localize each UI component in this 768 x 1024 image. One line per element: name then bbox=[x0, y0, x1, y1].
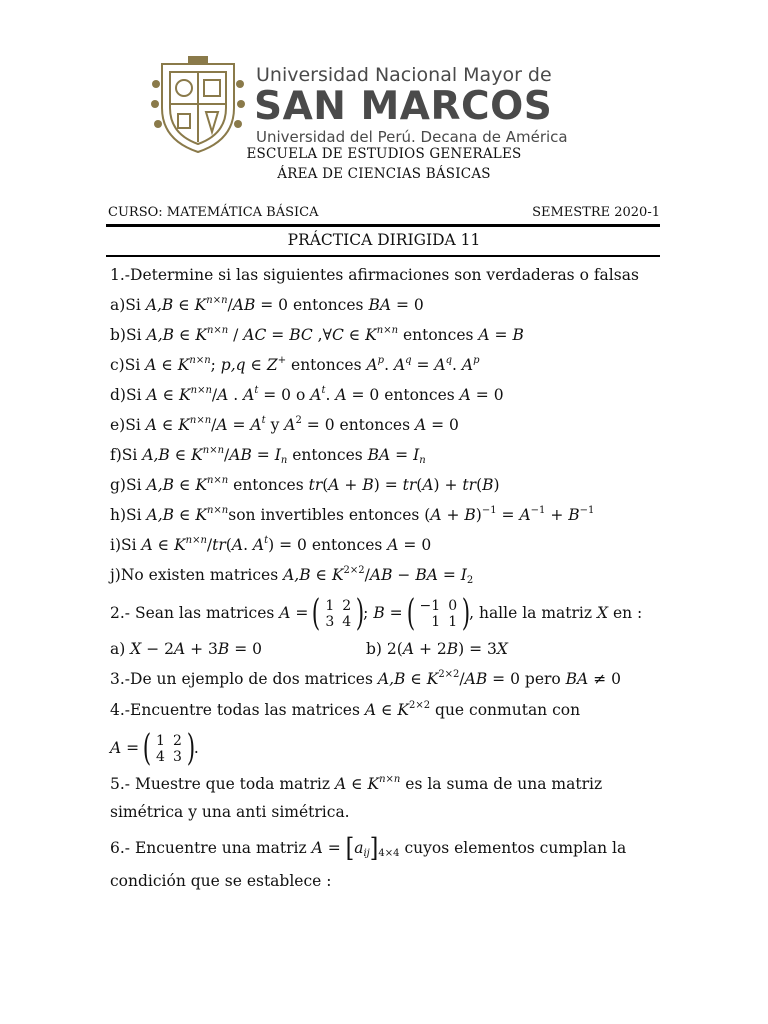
question-3: 3.-De un ejemplo de dos matrices A,B ∈ $K^{2\times 2}/AB = 0$ pero BA ≠ 0 bbox=[110, 669, 621, 688]
item-h: h)Si A,B ∈ $K^{n\times n}son$ invertibles entonces $(A + B)^{-1} = A^{-1} + B^{-1}$ bbox=[110, 505, 595, 524]
item-f: f)Si A,B ∈ $K^{n\times n}/AB = I_n$ entonces BA = $I_n$ bbox=[110, 445, 426, 466]
question-6-cont: condición que se establece : bbox=[110, 872, 332, 890]
question-2: 2.- Sean las matrices A = ( 1 2 3 4 ) ; B = ( −1 0 1 1 ) , halle la matriz X en : bbox=[110, 593, 643, 634]
course-label: CURSO: MATEMÁTICA BÁSICA bbox=[108, 205, 319, 220]
semester-label: SEMESTRE 2020-1 bbox=[532, 205, 660, 220]
item-i: i)Si A ∈ $K^{n\times n}/tr(A$. $A^t) = 0$ entonces A = 0 bbox=[110, 535, 432, 554]
item-j: j)No existen matrices A,B ∈ $K^{2\times 2}/AB$ − BA = $I_2$ bbox=[110, 565, 474, 586]
divider bbox=[106, 255, 660, 257]
area-name: ÁREA DE CIENCIAS BÁSICAS bbox=[277, 166, 491, 182]
item-d: d)Si A ∈ $K^{n\times n}/A$ . $A^t = 0$ o $A^t$. A = 0 entonces A = 0 bbox=[110, 385, 504, 404]
item-g: g)Si A,B ∈ $K^{n\times n}$ entonces tr(A + B) = tr(A) + tr(B) bbox=[110, 475, 500, 494]
university-subtitle: Universidad del Perú. Decana de América bbox=[256, 128, 568, 146]
question-4: 4.-Encuentre todas las matrices A ∈ $K^{2\times 2}$ que conmutan con bbox=[110, 700, 581, 719]
divider bbox=[106, 224, 660, 227]
question-2a: a) X − 2A + 3B = 0 bbox=[110, 640, 262, 658]
item-b: b)Si A,B ∈ $K^{n\times n}$ / AC = BC ,∀C ∈ $K^{n\times n}$ entonces A = B bbox=[110, 325, 524, 344]
question-5: 5.- Muestre que toda matriz A ∈ $K^{n\times n}$ es la suma de una matriz bbox=[110, 774, 603, 793]
question-6: 6.- Encuentre una matriz $A = [a_{ij}]_{4\times 4}$ cuyos elementos cumplan la bbox=[110, 833, 627, 864]
university-seal-icon bbox=[150, 54, 246, 154]
university-name: Universidad Nacional Mayor de bbox=[256, 64, 552, 86]
school-name: ESCUELA DE ESTUDIOS GENERALES bbox=[246, 146, 522, 162]
question-2b: b) 2(A + 2B) = 3X bbox=[366, 640, 508, 658]
question-4-matrix: A = ( 1 2 4 3 ) . bbox=[110, 728, 199, 769]
item-c: c)Si A ∈ $K^{n\times n}$; p,q ∈ Z+ entonces $A^p$. $A^q = A^q$. $A^p$ bbox=[110, 355, 480, 374]
question-5-cont: simétrica y una anti simétrica. bbox=[110, 803, 350, 821]
question-1: 1.-Determine si las siguientes afirmaciones son verdaderas o falsas bbox=[110, 266, 639, 284]
university-brand: SAN MARCOS bbox=[254, 84, 553, 129]
university-header bbox=[150, 54, 568, 154]
item-e: e)Si A ∈ $K^{n\times n}/A = A^t$ y $A^2 = 0$ entonces A = 0 bbox=[110, 415, 459, 434]
item-a: a)Si A,B ∈ $K^{n\times n}/AB = 0$ entonces BA = 0 bbox=[110, 295, 424, 314]
page-title: PRÁCTICA DIRIGIDA 11 bbox=[287, 231, 481, 249]
